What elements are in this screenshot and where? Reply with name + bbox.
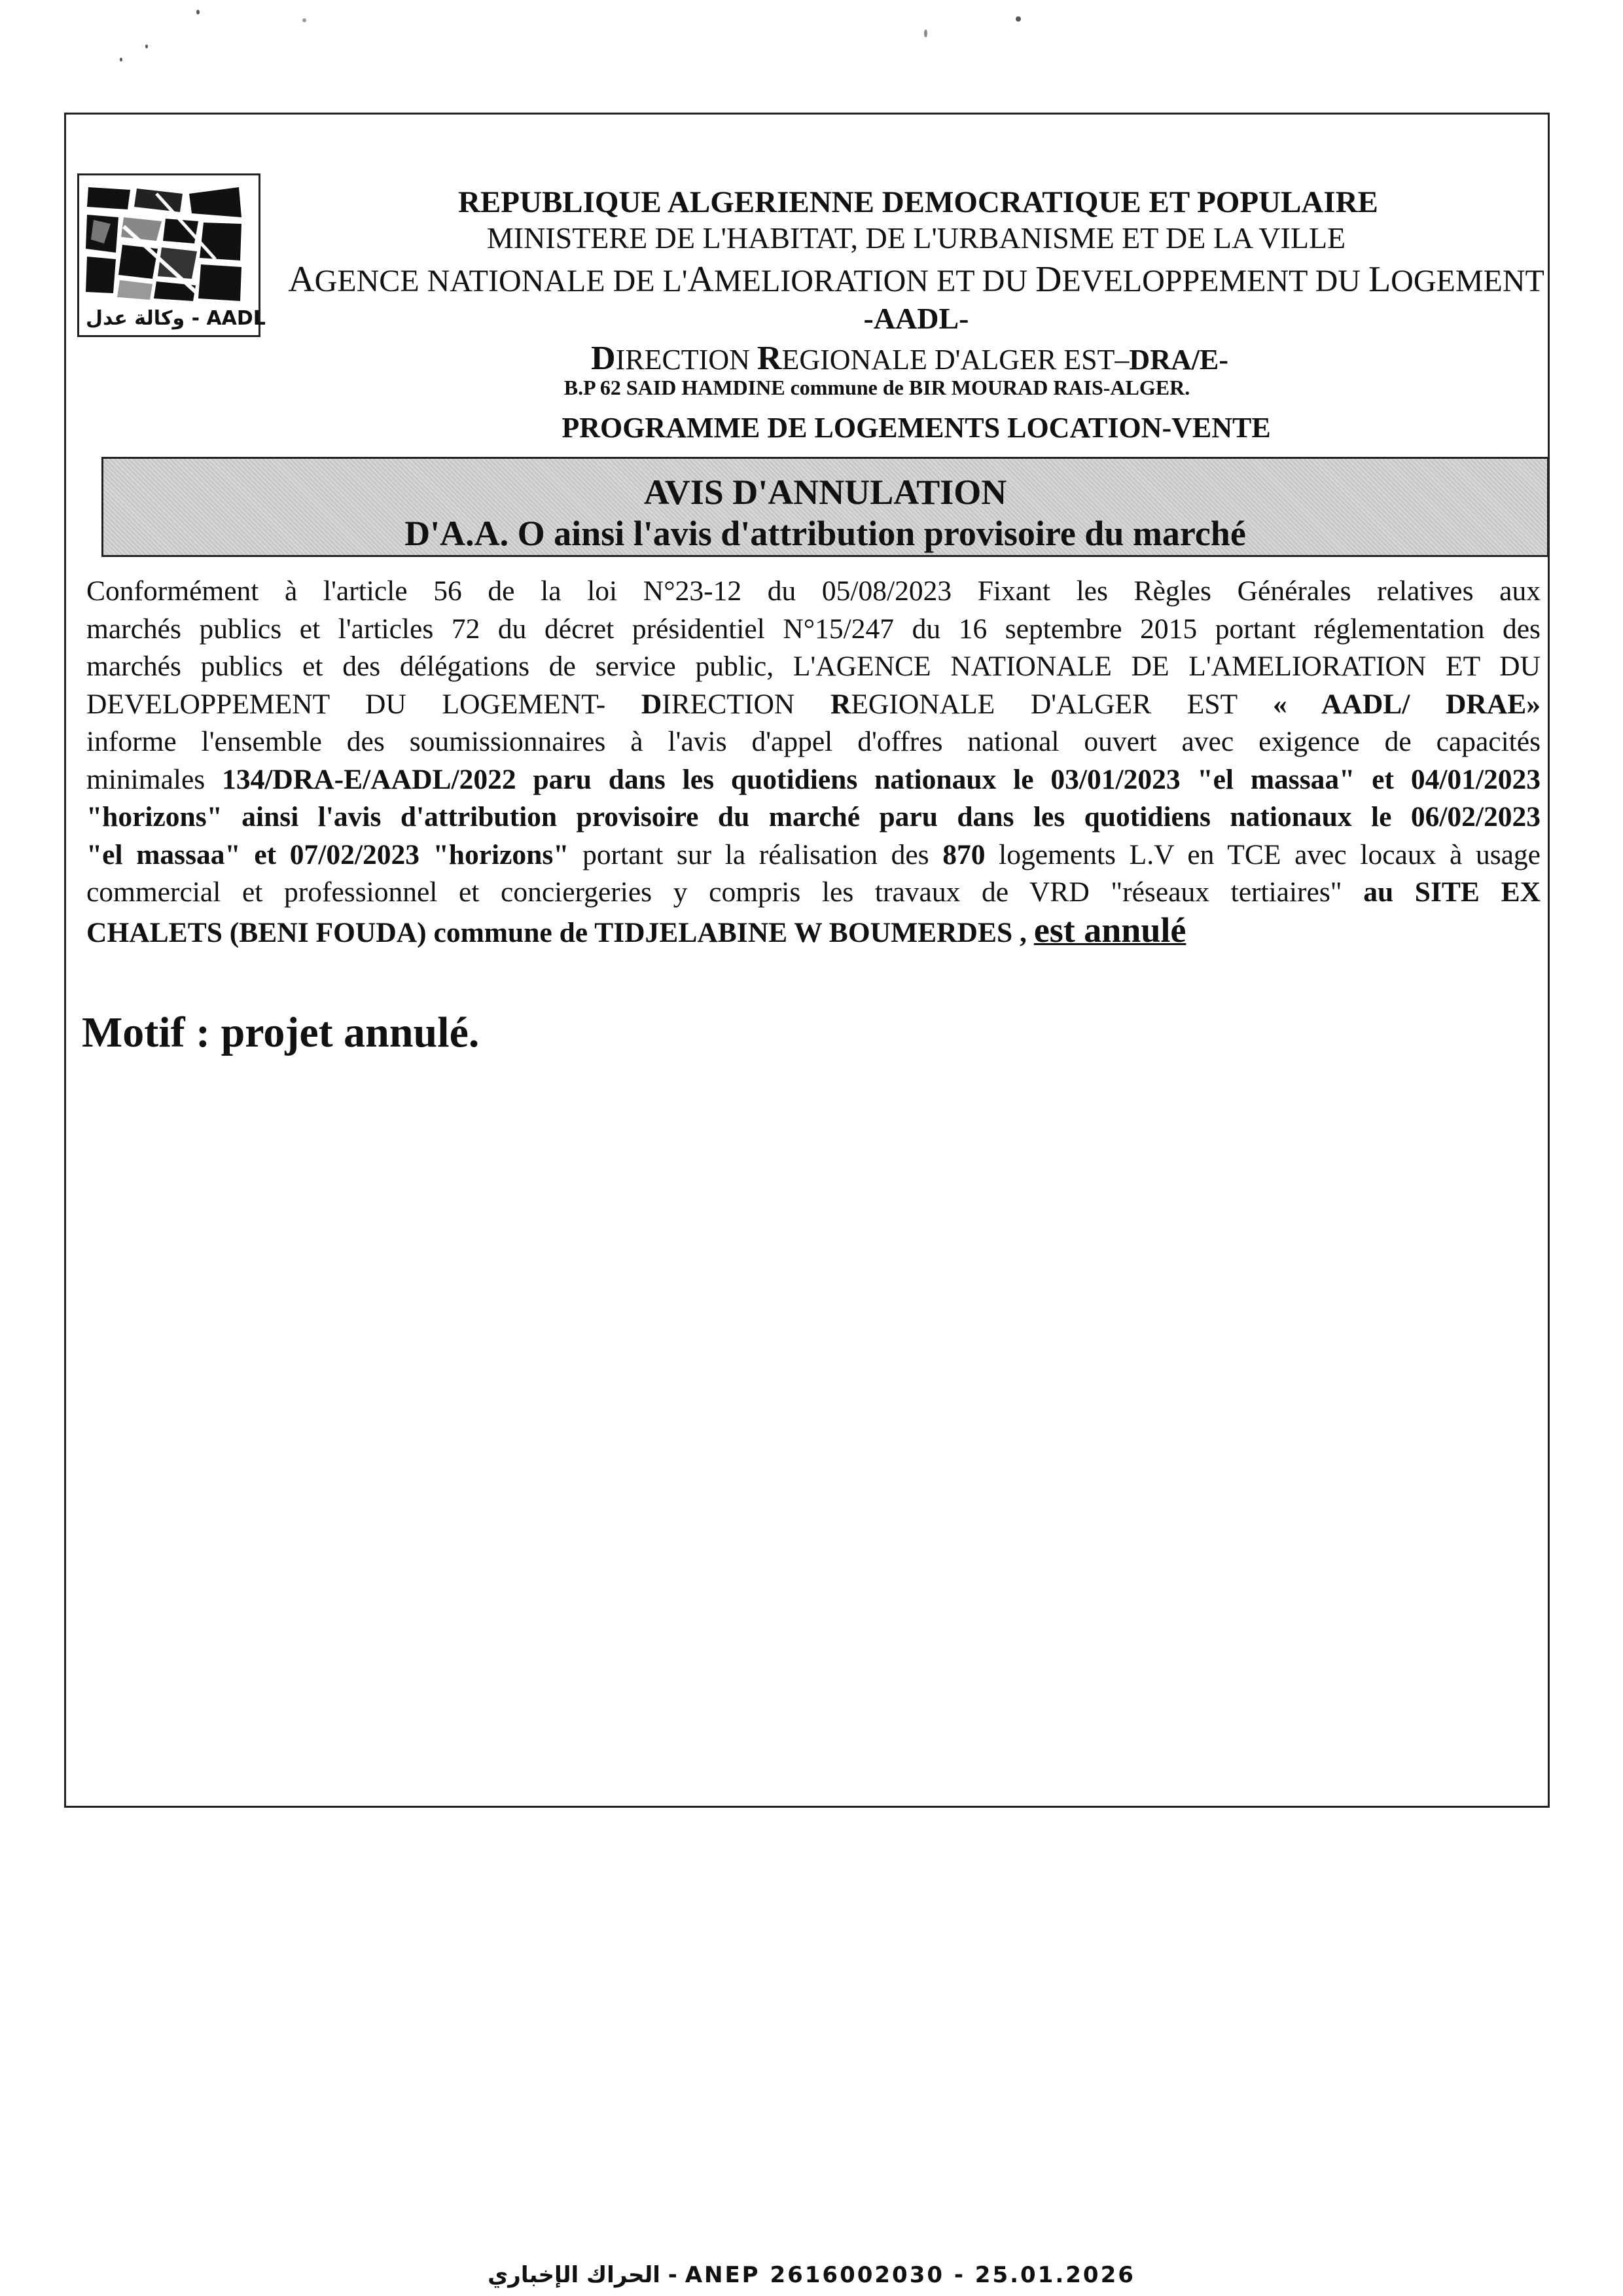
body-line: "el massaa" et 07/02/2023 "horizons" portant sur la réalisation des 870 logements L.V en TCE avec locaux à usage bbox=[86, 838, 1541, 870]
aadl-logo-mark-icon bbox=[84, 181, 255, 305]
scan-speck bbox=[145, 45, 148, 48]
body-line: CHALETS (BENI FOUDA) commune de TIDJELABINE W BOUMERDES , est annulé bbox=[86, 910, 1186, 950]
address-line: B.P 62 SAID HAMDINE commune de BIR MOURAD RAIS-ALGER. bbox=[563, 376, 1190, 399]
body-line: minimales 134/DRA-E/AADL/2022 paru dans les quotidiens nationaux le 03/01/2023 "el massaa" et 04/01/2023 bbox=[86, 763, 1541, 795]
agency-heading: AGENCE NATIONALE DE L'AMELIORATION ET DU DEVELOPPEMENT DU LOGEMENT bbox=[288, 259, 1544, 300]
ministry-heading: MINISTERE DE L'HABITAT, DE L'URBANISME ET DE LA VILLE bbox=[486, 221, 1346, 255]
logo-caption: وكالة عدل - AADL bbox=[86, 307, 266, 330]
body-line: "horizons" ainsi l'avis d'attribution provisoire du marché paru dans les quotidiens nationaux le 06/02/2023 bbox=[86, 801, 1541, 833]
republic-heading: REPUBLIQUE ALGERIENNE DEMOCRATIQUE ET POPULAIRE bbox=[458, 185, 1378, 219]
body-line: marchés publics et l'articles 72 du décret présidentiel N°15/247 du 16 septembre 2015 portant réglementation des bbox=[86, 613, 1541, 645]
notice-title: AVIS D'ANNULATION bbox=[643, 473, 1007, 512]
publication-footer: الحراك الإخباري - ANEP 2616002030 - 25.01.2026 bbox=[488, 2262, 1135, 2288]
scan-speck bbox=[302, 18, 306, 22]
scan-speck bbox=[1016, 16, 1021, 22]
body-line: commercial et professionnel et conciergeries y compris les travaux de VRD "réseaux tertiaires" au SITE EX bbox=[86, 876, 1541, 908]
notice-subtitle: D'A.A. O ainsi l'avis d'attribution provisoire du marché bbox=[404, 514, 1246, 553]
body-line: marchés publics et des délégations de service public, L'AGENCE NATIONALE DE L'AMELIORATION ET DU bbox=[86, 651, 1541, 682]
scan-speck bbox=[196, 10, 200, 14]
body-line: DEVELOPPEMENT DU LOGEMENT- DIRECTION REGIONALE D'ALGER EST « AADL/ DRAE» bbox=[86, 688, 1541, 720]
acronym-heading: -AADL- bbox=[863, 302, 969, 335]
cancelled-statement: est annulé bbox=[1033, 910, 1186, 950]
scan-speck bbox=[924, 29, 927, 37]
motif-statement: Motif : projet annulé. bbox=[82, 1009, 480, 1056]
direction-heading: DIRECTION REGIONALE D'ALGER EST–DRA/E- bbox=[591, 340, 1228, 377]
scan-speck bbox=[120, 58, 122, 62]
notice-body bbox=[86, 573, 1541, 952]
notice-banner bbox=[101, 457, 1549, 557]
body-line: Conformément à l'article 56 de la loi N°23-12 du 05/08/2023 Fixant les Règles Générales relatives aux bbox=[86, 575, 1541, 607]
aadl-logo bbox=[77, 173, 266, 337]
programme-heading: PROGRAMME DE LOGEMENTS LOCATION-VENTE bbox=[562, 412, 1271, 444]
body-line: informe l'ensemble des soumissionnaires à l'avis d'appel d'offres national ouvert avec exigence de capacités bbox=[86, 726, 1541, 757]
